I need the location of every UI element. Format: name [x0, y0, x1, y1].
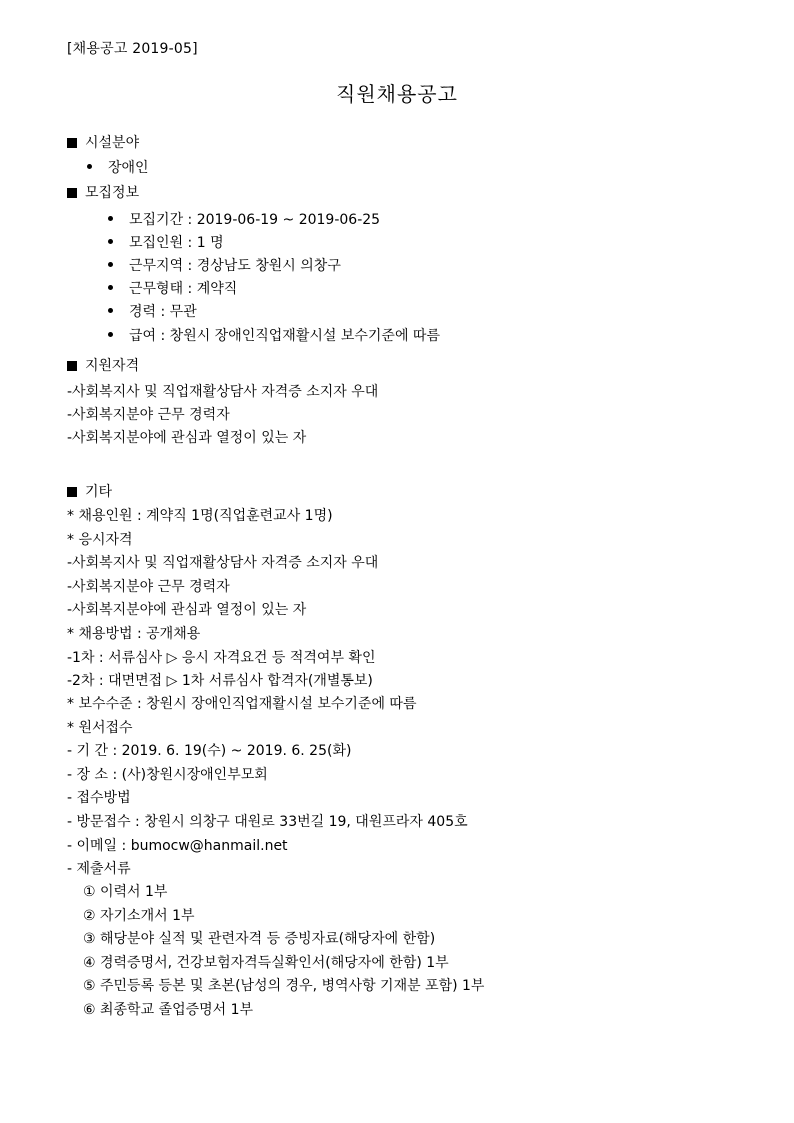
recruit-item-headcount [108, 233, 224, 253]
other-line: * 채용방법 : 공개채용 [67, 626, 201, 642]
document-item: ⑤ 주민등록 등본 및 초본(남성의 경우, 병역사항 기재분 포함) 1부 [83, 978, 485, 994]
section-heading-qualification [67, 356, 139, 376]
other-line: -사회복지사 및 직업재활상담사 자격증 소지자 우대 [67, 555, 379, 571]
document-item: ③ 해당분야 실적 및 관련자격 등 증빙자료(해당자에 한함) [83, 931, 436, 947]
bullet-dot-icon [108, 262, 113, 267]
qualification-line: -사회복지사 및 직업재활상담사 자격증 소지자 우대 [67, 384, 379, 400]
recruit-item-text: 모집기간 : 2019-06-19 ~ 2019-06-25 [129, 212, 381, 228]
other-line: * 응시자격 [67, 532, 133, 548]
section-heading-text: 시설분야 [85, 135, 140, 151]
square-bullet-icon [67, 188, 77, 198]
recruit-item-salary [108, 326, 440, 346]
document-item: ④ 경력증명서, 건강보험자격득실확인서(해당자에 한함) 1부 [83, 955, 449, 971]
recruit-item-employment-type [108, 279, 237, 299]
other-line: - 기 간 : 2019. 6. 19(수) ~ 2019. 6. 25(화) [67, 743, 352, 759]
document-item: ② 자기소개서 1부 [83, 908, 195, 924]
section-heading-recruit [67, 183, 139, 203]
other-line: -2차 : 대면면접 ▷ 1차 서류심사 합격자(개별통보) [67, 673, 373, 689]
section-heading-text: 지원자격 [85, 358, 140, 374]
page-title: 직원채용공고 [336, 82, 458, 106]
other-line: * 채용인원 : 계약직 1명(직업훈련교사 1명) [67, 508, 333, 524]
recruit-item-text: 급여 : 창원시 장애인직업재활시설 보수기준에 따름 [129, 328, 440, 344]
other-line: - 장 소 : (사)창원시장애인부모회 [67, 767, 268, 783]
bullet-dot-icon [108, 308, 113, 313]
other-line: -사회복지분야에 관심과 열정이 있는 자 [67, 602, 307, 618]
section-heading-other [67, 482, 112, 502]
other-line: -1차 : 서류심사 ▷ 응시 자격요건 등 적격여부 확인 [67, 650, 376, 666]
recruit-item-text: 모집인원 : 1 명 [129, 235, 224, 251]
other-line: -사회복지분야 근무 경력자 [67, 579, 230, 595]
facility-item-text: 장애인 [108, 160, 149, 176]
section-heading-text: 기타 [85, 484, 113, 500]
square-bullet-icon [67, 138, 77, 148]
bullet-dot-icon [108, 332, 113, 337]
recruit-item-experience [108, 302, 197, 322]
section-heading-facility [67, 133, 139, 153]
section-heading-text: 모집정보 [85, 185, 140, 201]
other-line-email: - 이메일 : bumocw@hanmail.net [67, 838, 288, 854]
qualification-line: -사회복지분야 근무 경력자 [67, 407, 230, 423]
document-item: ⑥ 최종학교 졸업증명서 1부 [83, 1002, 254, 1018]
document-item: ① 이력서 1부 [83, 884, 168, 900]
square-bullet-icon [67, 361, 77, 371]
square-bullet-icon [67, 487, 77, 497]
qualification-line: -사회복지분야에 관심과 열정이 있는 자 [67, 430, 307, 446]
recruit-item-text: 경력 : 무관 [129, 304, 197, 320]
bullet-dot-icon [108, 239, 113, 244]
recruit-item-text: 근무형태 : 계약직 [129, 281, 238, 297]
recruit-item-location [108, 256, 341, 276]
other-line: - 제출서류 [67, 861, 131, 877]
notice-number: [채용공고 2019-05] [67, 41, 198, 57]
recruit-item-text: 근무지역 : 경상남도 창원시 의창구 [129, 258, 341, 274]
other-line: * 보수수준 : 창원시 장애인직업재활시설 보수기준에 따름 [67, 696, 417, 712]
other-line: - 접수방법 [67, 790, 131, 806]
bullet-dot-icon [108, 216, 113, 221]
bullet-dot-icon [108, 285, 113, 290]
bullet-dot-icon [87, 164, 92, 169]
recruit-item-period [108, 210, 380, 230]
other-line: * 원서접수 [67, 720, 133, 736]
facility-item [87, 158, 149, 178]
other-line: - 방문접수 : 창원시 의창구 대원로 33번길 19, 대원프라자 405호 [67, 814, 468, 830]
